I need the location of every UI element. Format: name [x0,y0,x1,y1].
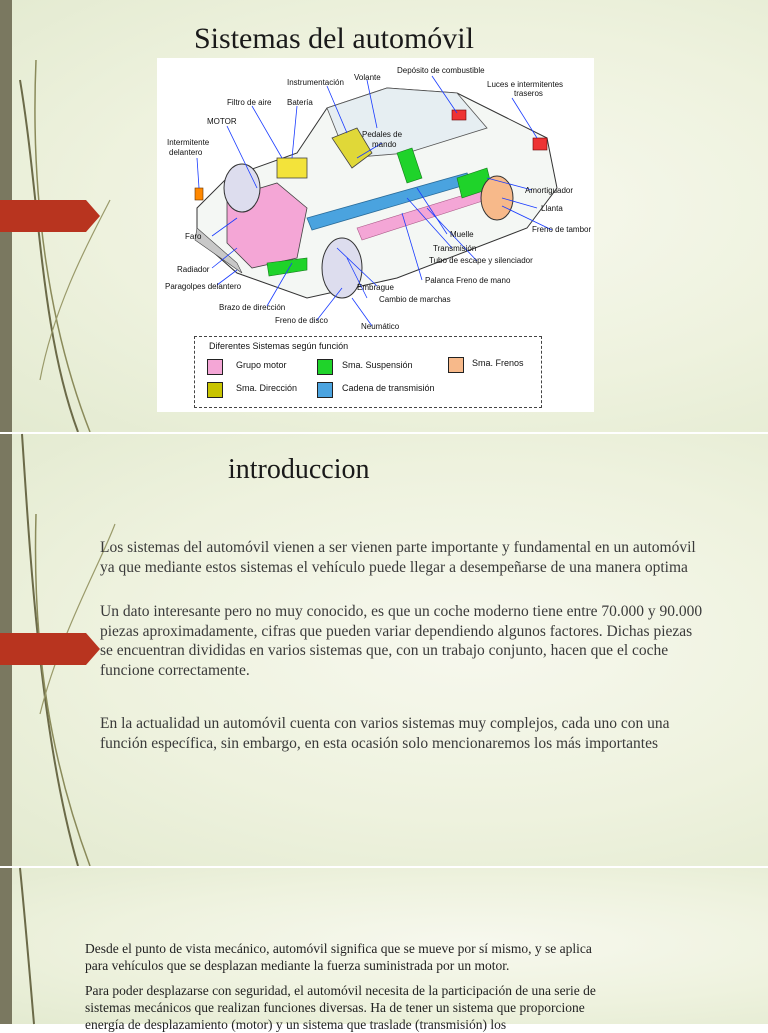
label-luces: Luces e intermitentes [487,80,564,89]
label-radiador: Radiador [177,265,210,274]
intro-paragraph-2: Un dato interesante pero no muy conocido, es que un coche moderno tiene entre 70.000 y 90.000 piezas aproximadamente, cifras que pueden variar dependiendo algunos factores. Dichas piezas se encuentran divididas en varios sistemas que, con un trabajo conjunto, hacen que el coche funcione correctamente. [100,603,703,679]
label-paragolpes: Paragolpes delantero [165,282,242,291]
intro-paragraph-3: En la actualidad un automóvil cuenta con varios sistemas muy complejos, cada uno con una función específica, sin embargo, en esta ocasión solo mencionaremos los más importantes [100,715,670,752]
legend-swatch-grupo-motor [207,359,223,375]
label-volante: Volante [354,73,381,82]
legend-label-suspension: Sma. Suspensión [342,360,413,370]
car-systems-figure [157,58,594,412]
body-paragraph-2: Para poder desplazarse con seguridad, el automóvil necesita de la participación de una serie de sistemas mecánicos que realizan funciones diversas. Ha de tener un sistema que proporcione energía de desplazamiento (motor) y un sistema que traslade (transmisión) los [85,983,596,1032]
label-palanca: Palanca Freno de mano [425,276,511,285]
label-pedales: Pedales de [362,130,403,139]
legend-swatch-suspension [317,359,333,375]
label-muelle: Muelle [450,230,474,239]
label-cambio: Cambio de marchas [379,295,451,304]
label-transmision: Transmisión [433,244,477,253]
label-brazo: Brazo de dirección [219,303,286,312]
legend-swatch-direccion [207,382,223,398]
slide-title: introduccion [228,454,370,485]
label-instrumentacion: Instrumentación [287,78,344,87]
label-freno-tambor: Freno de tambor [532,225,592,234]
slide-1 [0,0,768,432]
legend-title: Diferentes Sistemas según función [209,341,349,351]
legend-label-frenos: Sma. Frenos [472,358,524,368]
accent-arrow [0,200,100,232]
slide-3 [0,868,768,1032]
label-motor: MOTOR [207,117,237,126]
label-intermitente: Intermitente [167,138,210,147]
label-faro: Faro [185,232,202,241]
label-freno-disco: Freno de disco [275,316,328,325]
label-deposito: Depósito de combustible [397,66,485,75]
label-amortiguador: Amortiguador [525,186,574,195]
label-neumatico: Neumático [361,322,400,331]
label-embrague: Embrague [357,283,394,292]
legend-label-transmision: Cadena de transmisión [342,383,435,393]
label-filtro: Filtro de aire [227,98,272,107]
slide-2 [0,434,768,866]
accent-arrow [0,633,100,665]
label-mando: mando [372,140,397,149]
intro-paragraph-1: Los sistemas del automóvil vienen a ser vienen parte importante y fundamental en un automóvil ya que mediante estos sistemas el vehículo puede llegar a desempeñarse de una manera optima [100,539,696,576]
label-bateria: Batería [287,98,313,107]
body-paragraph-1: Desde el punto de vista mecánico, automóvil significa que se mueve por sí mismo, y se aplica para vehículos que se desplazan mediante la fuerza suministrada por un motor. [85,941,592,973]
label-delantero: delantero [169,148,203,157]
legend-label-direccion: Sma. Dirección [236,383,298,393]
legend-swatch-transmision [317,382,333,398]
slide-title: Sistemas del automóvil [194,22,474,55]
label-tubo: Tubo de escape y silenciador [429,256,533,265]
label-traseros: traseros [514,89,543,98]
systems-legend [194,336,542,408]
legend-swatch-frenos [448,357,464,373]
decorative-curves [0,868,60,1024]
label-llanta: Llanta [541,204,563,213]
legend-label-grupo-motor: Grupo motor [236,360,287,370]
